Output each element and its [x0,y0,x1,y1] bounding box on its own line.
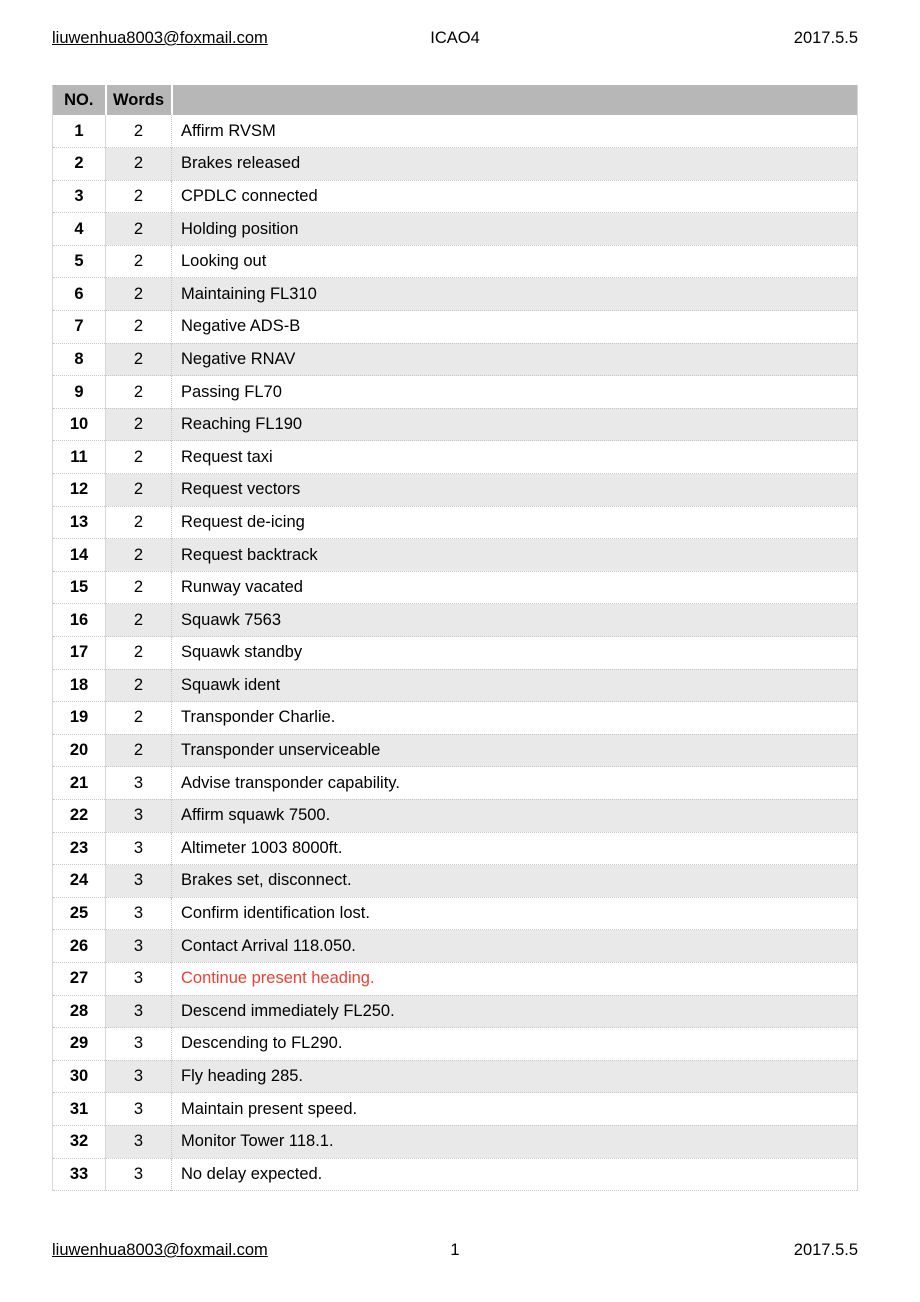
cell-phrase: Transponder unserviceable [172,734,858,767]
cell-words: 2 [106,343,172,376]
cell-words: 3 [106,1028,172,1061]
cell-no: 17 [53,637,106,670]
cell-words: 3 [106,930,172,963]
cell-no: 23 [53,832,106,865]
cell-no: 13 [53,506,106,539]
table-row [53,474,858,507]
cell-words: 3 [106,995,172,1028]
cell-phrase: Maintaining FL310 [172,278,858,311]
cell-phrase: CPDLC connected [172,180,858,213]
cell-phrase: Squawk 7563 [172,604,858,637]
cell-phrase: Monitor Tower 118.1. [172,1125,858,1158]
table-row [53,506,858,539]
cell-no: 20 [53,734,106,767]
table-row [53,1125,858,1158]
table-row [53,962,858,995]
table-row [53,1093,858,1126]
cell-words: 3 [106,767,172,800]
cell-phrase: Runway vacated [172,571,858,604]
cell-no: 29 [53,1028,106,1061]
cell-no: 1 [53,115,106,148]
cell-phrase: Squawk ident [172,669,858,702]
cell-phrase: Maintain present speed. [172,1093,858,1126]
cell-no: 10 [53,408,106,441]
cell-words: 2 [106,245,172,278]
document-title: ICAO4 [430,29,480,47]
cell-phrase: Holding position [172,213,858,246]
cell-words: 2 [106,604,172,637]
cell-words: 2 [106,115,172,148]
cell-no: 6 [53,278,106,311]
cell-words: 2 [106,474,172,507]
cell-no: 3 [53,180,106,213]
cell-no: 12 [53,474,106,507]
cell-phrase: Affirm RVSM [172,115,858,148]
cell-phrase: Request vectors [172,474,858,507]
cell-phrase: Transponder Charlie. [172,702,858,735]
cell-phrase: Fly heading 285. [172,1060,858,1093]
cell-words: 3 [106,1093,172,1126]
cell-phrase: Passing FL70 [172,376,858,409]
table-row [53,571,858,604]
cell-words: 2 [106,506,172,539]
table-row [53,539,858,572]
table-row [53,408,858,441]
cell-words: 3 [106,799,172,832]
footer-left [52,1241,321,1260]
cell-phrase: Brakes set, disconnect. [172,865,858,898]
header-date: 2017.5.5 [793,29,859,47]
cell-words: 2 [106,571,172,604]
cell-phrase: Continue present heading. [172,962,858,995]
cell-no: 15 [53,571,106,604]
cell-words: 2 [106,702,172,735]
cell-no: 28 [53,995,106,1028]
cell-words: 3 [106,865,172,898]
cell-no: 21 [53,767,106,800]
cell-phrase: Negative ADS-B [172,311,858,344]
cell-phrase: Altimeter 1003 8000ft. [172,832,858,865]
cell-no: 22 [53,799,106,832]
cell-no: 2 [53,148,106,181]
header-email-link[interactable]: liuwenhua8003@foxmail.com [52,29,268,47]
table-row [53,637,858,670]
cell-no: 26 [53,930,106,963]
table-row [53,734,858,767]
cell-words: 2 [106,408,172,441]
cell-phrase: Looking out [172,245,858,278]
phrase-table [52,85,858,1191]
table-row [53,115,858,148]
table-row [53,148,858,181]
cell-no: 25 [53,897,106,930]
table-row [53,930,858,963]
table-row [53,604,858,637]
cell-no: 33 [53,1158,106,1191]
cell-no: 9 [53,376,106,409]
cell-no: 31 [53,1093,106,1126]
cell-no: 19 [53,702,106,735]
cell-words: 2 [106,669,172,702]
cell-no: 30 [53,1060,106,1093]
cell-phrase: Request de-icing [172,506,858,539]
cell-words: 2 [106,278,172,311]
table-row [53,1158,858,1191]
cell-words: 2 [106,180,172,213]
column-header-words: Words [106,85,172,115]
cell-phrase: Reaching FL190 [172,408,858,441]
table-row [53,897,858,930]
cell-no: 4 [53,213,106,246]
cell-no: 8 [53,343,106,376]
cell-no: 18 [53,669,106,702]
cell-words: 2 [106,311,172,344]
table-row [53,995,858,1028]
table-row [53,669,858,702]
cell-phrase: Descending to FL290. [172,1028,858,1061]
cell-words: 2 [106,539,172,572]
table-row [53,702,858,735]
cell-phrase: Affirm squawk 7500. [172,799,858,832]
table-row [53,767,858,800]
cell-words: 3 [106,832,172,865]
cell-no: 32 [53,1125,106,1158]
cell-no: 7 [53,311,106,344]
column-header-phrase [172,85,858,115]
cell-words: 2 [106,637,172,670]
table-row [53,376,858,409]
cell-words: 2 [106,734,172,767]
page-footer [52,1241,858,1260]
table-header [53,85,858,115]
cell-phrase: Advise transponder capability. [172,767,858,800]
cell-words: 3 [106,897,172,930]
table-row [53,278,858,311]
table-row [53,343,858,376]
cell-phrase: Squawk standby [172,637,858,670]
cell-phrase: Negative RNAV [172,343,858,376]
cell-words: 3 [106,1125,172,1158]
cell-no: 11 [53,441,106,474]
table-header-row [53,85,858,115]
table-row [53,799,858,832]
cell-words: 3 [106,1060,172,1093]
footer-date: 2017.5.5 [793,1241,859,1259]
cell-no: 24 [53,865,106,898]
page-number: 1 [450,1241,460,1259]
footer-email-link[interactable]: liuwenhua8003@foxmail.com [52,1241,268,1259]
cell-no: 27 [53,962,106,995]
table-row [53,832,858,865]
table-row [53,441,858,474]
table-row [53,1028,858,1061]
cell-no: 16 [53,604,106,637]
table-row [53,180,858,213]
cell-phrase: Request backtrack [172,539,858,572]
cell-phrase: Brakes released [172,148,858,181]
cell-no: 5 [53,245,106,278]
table-row [53,865,858,898]
cell-phrase: No delay expected. [172,1158,858,1191]
cell-words: 2 [106,148,172,181]
column-header-no: NO. [53,85,106,115]
cell-phrase: Request taxi [172,441,858,474]
cell-words: 3 [106,1158,172,1191]
cell-words: 2 [106,213,172,246]
table-row [53,311,858,344]
cell-words: 2 [106,441,172,474]
header-left [52,29,321,48]
cell-words: 3 [106,962,172,995]
table-row [53,245,858,278]
cell-phrase: Contact Arrival 118.050. [172,930,858,963]
cell-no: 14 [53,539,106,572]
cell-phrase: Descend immediately FL250. [172,995,858,1028]
cell-words: 2 [106,376,172,409]
table-row [53,213,858,246]
page-header [52,29,858,48]
cell-phrase: Confirm identification lost. [172,897,858,930]
table-row [53,1060,858,1093]
table-body [53,115,858,1191]
